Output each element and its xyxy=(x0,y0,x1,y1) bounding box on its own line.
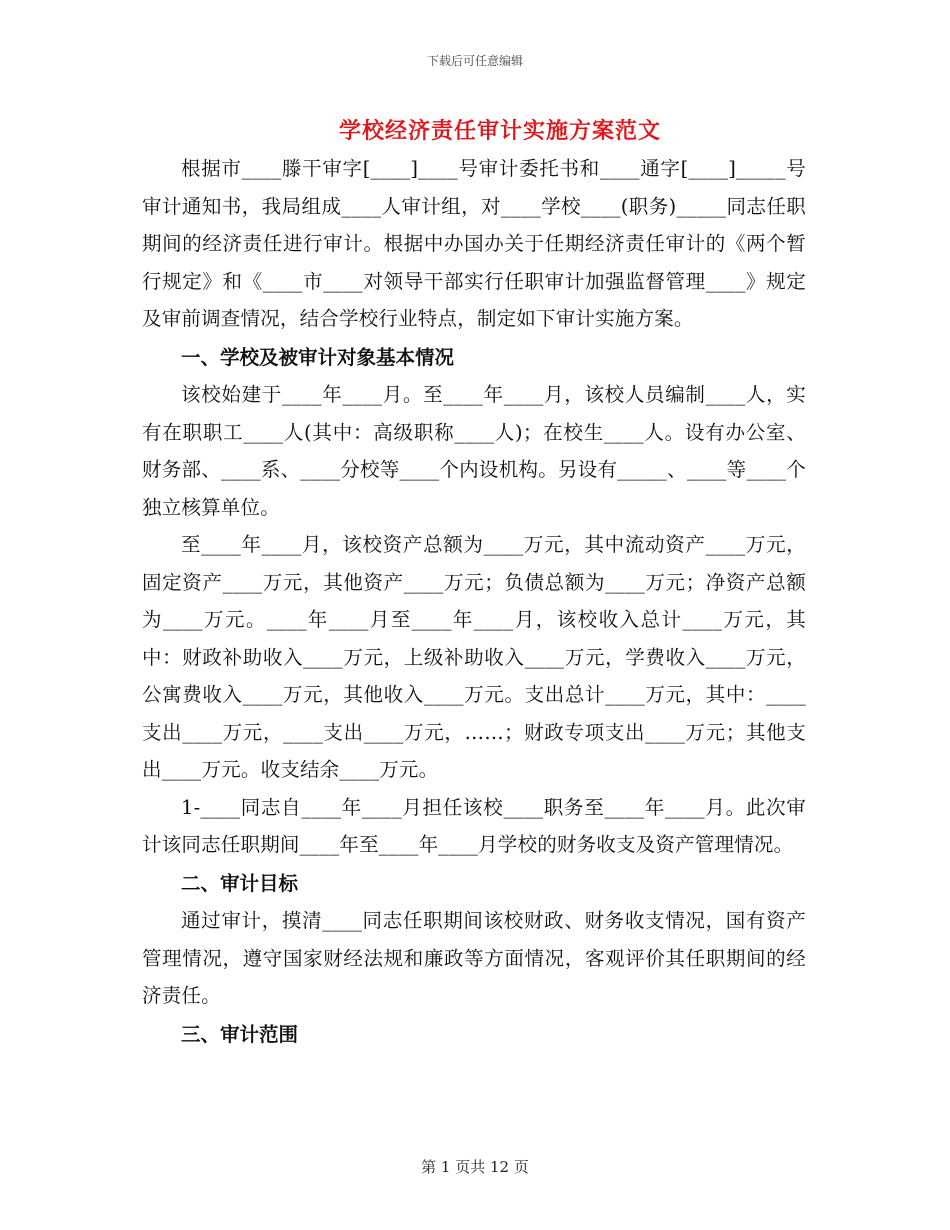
header-note: 下载后可任意编辑 xyxy=(426,54,523,68)
page-footer: 第 1 页共 12 页 xyxy=(421,1158,529,1176)
intro-paragraph: 根据市____滕干审字[____]____号审计委托书和____通字[____]_____号审计通知书，我局组成____人审计组，对____学校____(职务)_____同志任职期间的经济责任进行审计。根据中办国办关于任期经济责任审计的《两个暂行规定》和《____市____对领导干部实行任职审计加强监督管理____》规定及审前调查情况，结合学校行业特点，制定如下审计实施方案。 xyxy=(142,157,806,330)
document-body xyxy=(142,150,806,1053)
document-title: 学校经济责任审计实施方案范文 xyxy=(338,118,661,144)
section-heading-audit-goal: 二、审计目标 xyxy=(181,871,299,895)
section-heading-basic-info: 一、学校及被审计对象基本情况 xyxy=(181,345,455,369)
school-staff-paragraph: 该校始建于____年____月。至____年____月，该校人员编制____人，实有在职职工____人(其中：高级职称____人)；在校生____人。设有办公室、财务部、____系、____分校等____个内设机构。另设有_____、____等____个独立核算单位。 xyxy=(142,383,806,519)
audit-subject-paragraph: 1-____同志自____年____月担任该校____职务至____年____月。此次审计该同志任职期间____年至____年____月学校的财务收支及资产管理情况。 xyxy=(142,795,806,856)
audit-goal-paragraph: 通过审计，摸清____同志任职期间该校财政、财务收支情况，国有资产管理情况，遵守国家财经法规和廉政等方面情况，客观评价其任职期间的经济责任。 xyxy=(142,909,806,1007)
school-finance-paragraph: 至____年____月，该校资产总额为____万元，其中流动资产____万元，固定资产____万元，其他资产____万元；负债总额为____万元；净资产总额为____万元。____年____月至____年____月，该校收入总计____万元，其中：财政补助收入____万元，上级补助收入____万元，学费收入____万元，公寓费收入____万元，其他收入____万元。支出总计____万元，其中：____支出____万元，____支出____万元，……；财政专项支出____万元；其他支出____万元。收支结余____万元。 xyxy=(142,533,806,781)
section-heading-audit-scope: 三、审计范围 xyxy=(181,1022,299,1046)
